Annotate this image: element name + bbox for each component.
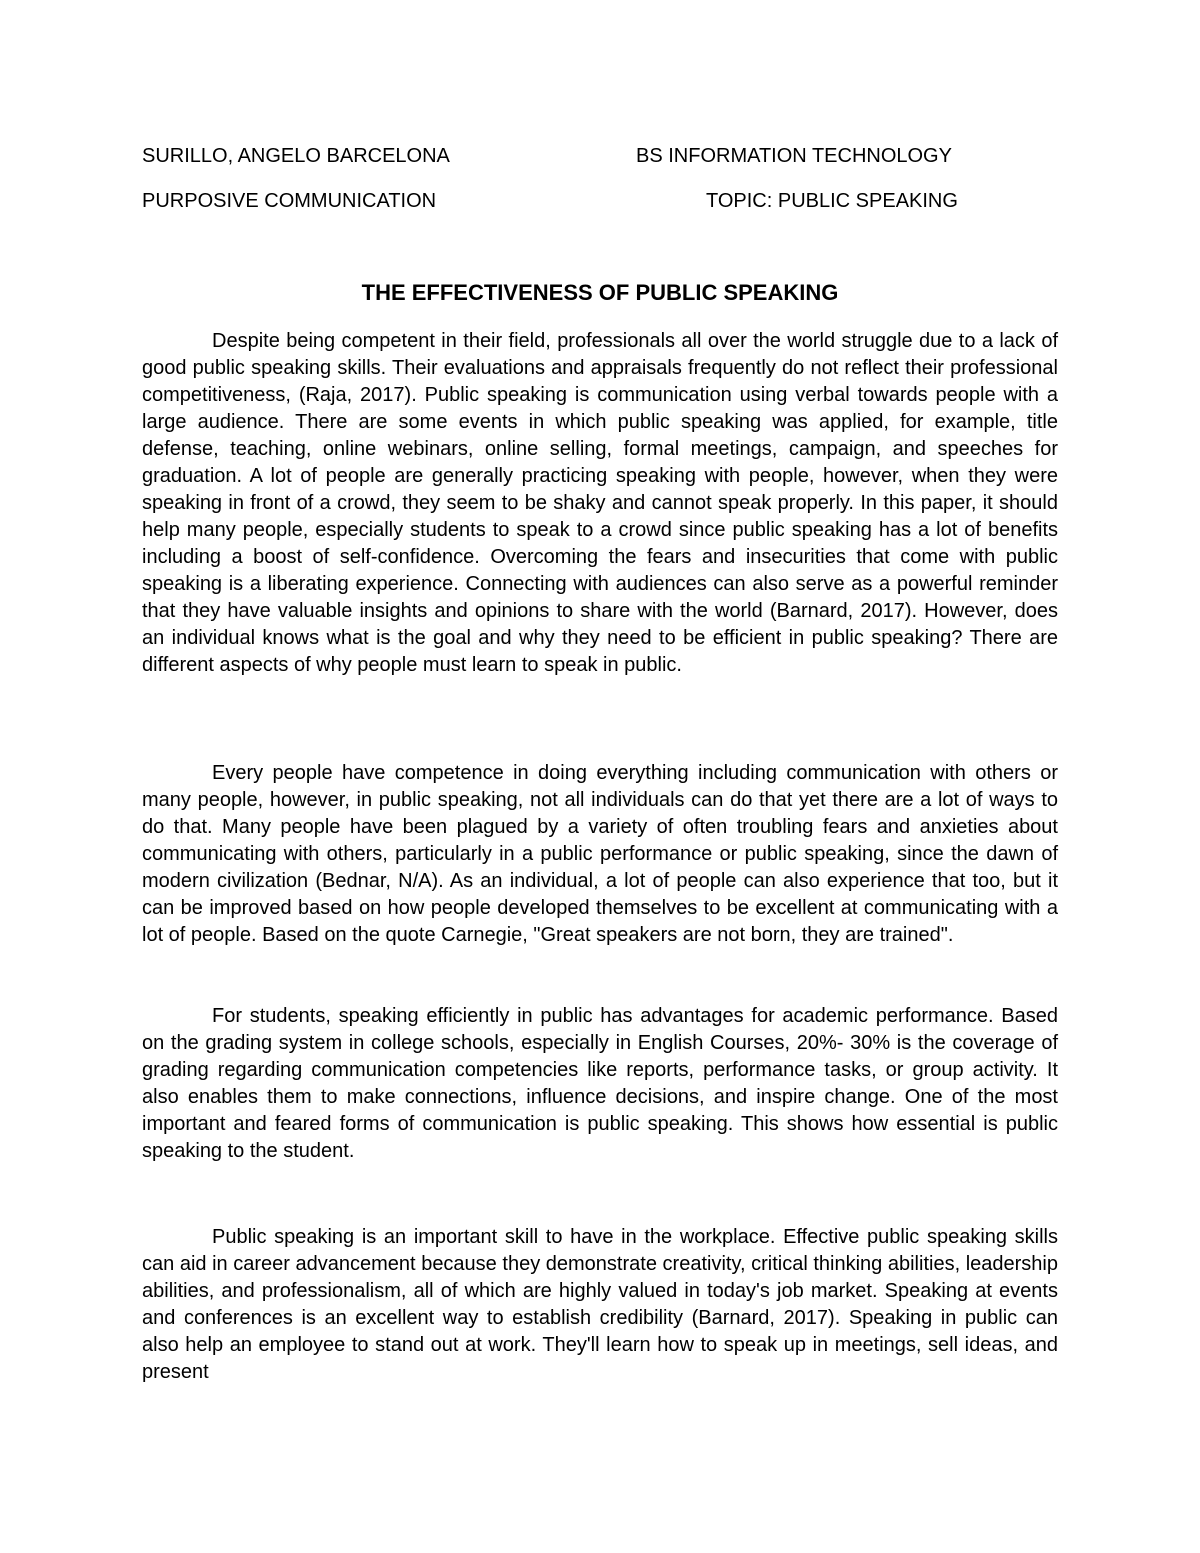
paragraph-3: For students, speaking efficiently in public has advantages for academic performance. Based on the grading system in college schools, especially in English Courses, 20%- 30% is the coverage of grading regarding communication competencies like reports, performance tasks, or group activity. It also enables them to make connections, influence decisions, and inspire change. One of the most important and feared forms of communication is public speaking. This shows how essential is public speaking to the student.: [142, 1005, 1058, 1162]
document-title: THE EFFECTIVENESS OF PUBLIC SPEAKING: [361, 280, 839, 305]
student-name: SURILLO, ANGELO BARCELONA: [142, 145, 450, 167]
course-name: PURPOSIVE COMMUNICATION: [142, 190, 437, 212]
program-name: BS INFORMATION TECHNOLOGY: [636, 145, 952, 167]
paragraph-1: Despite being competent in their field, professionals all over the world struggle due to a lack of good public speaking skills. Their evaluations and appraisals frequently do not reflect their professional competitiveness, (Raja, 2017). Public speaking is communication using verbal towards people with a large audience. There are some events in which public speaking was applied, for example, title defense, teaching, online webinars, online selling, formal meetings, campaign, and speeches for graduation. A lot of people are generally practicing speaking with people, however, when they were speaking in front of a crowd, they seem to be shaky and cannot speak properly. In this paper, it should help many people, especially students to speak to a crowd since public speaking has a lot of benefits including a boost of self-confidence. Overcoming the fears and insecurities that come with public speaking is a liberating experience. Connecting with audiences can also serve as a powerful reminder that they have valuable insights and opinions to share with the world (Barnard, 2017). However, does an individual knows what is the goal and why they need to be efficient in public speaking? There are different aspects of why people must learn to speak in public.: [142, 330, 1058, 676]
paragraph-4: Public speaking is an important skill to have in the workplace. Effective public speaking skills can aid in career advancement because they demonstrate creativity, critical thinking abilities, leadership abilities, and professionalism, all of which are highly valued in today's job market. Speaking at events and conferences is an excellent way to establish credibility (Barnard, 2017). Speaking in public can also help an employee to stand out at work. They'll learn how to speak up in meetings, sell ideas, and present: [142, 1226, 1058, 1383]
topic-label: TOPIC: PUBLIC SPEAKING: [706, 190, 958, 212]
paragraph-2: Every people have competence in doing everything including communication with others or many people, however, in public speaking, not all individuals can do that yet there are a lot of ways to do that. Many people have been plagued by a variety of often troubling fears and anxieties about communicating with others, particularly in a public performance or public speaking, since the dawn of modern civilization (Bednar, N/A). As an individual, a lot of people can also experience that too, but it can be improved based on how people developed themselves to be excellent at communicating with a lot of people. Based on the quote Carnegie, "Great speakers are not born, they are trained".: [142, 762, 1058, 946]
